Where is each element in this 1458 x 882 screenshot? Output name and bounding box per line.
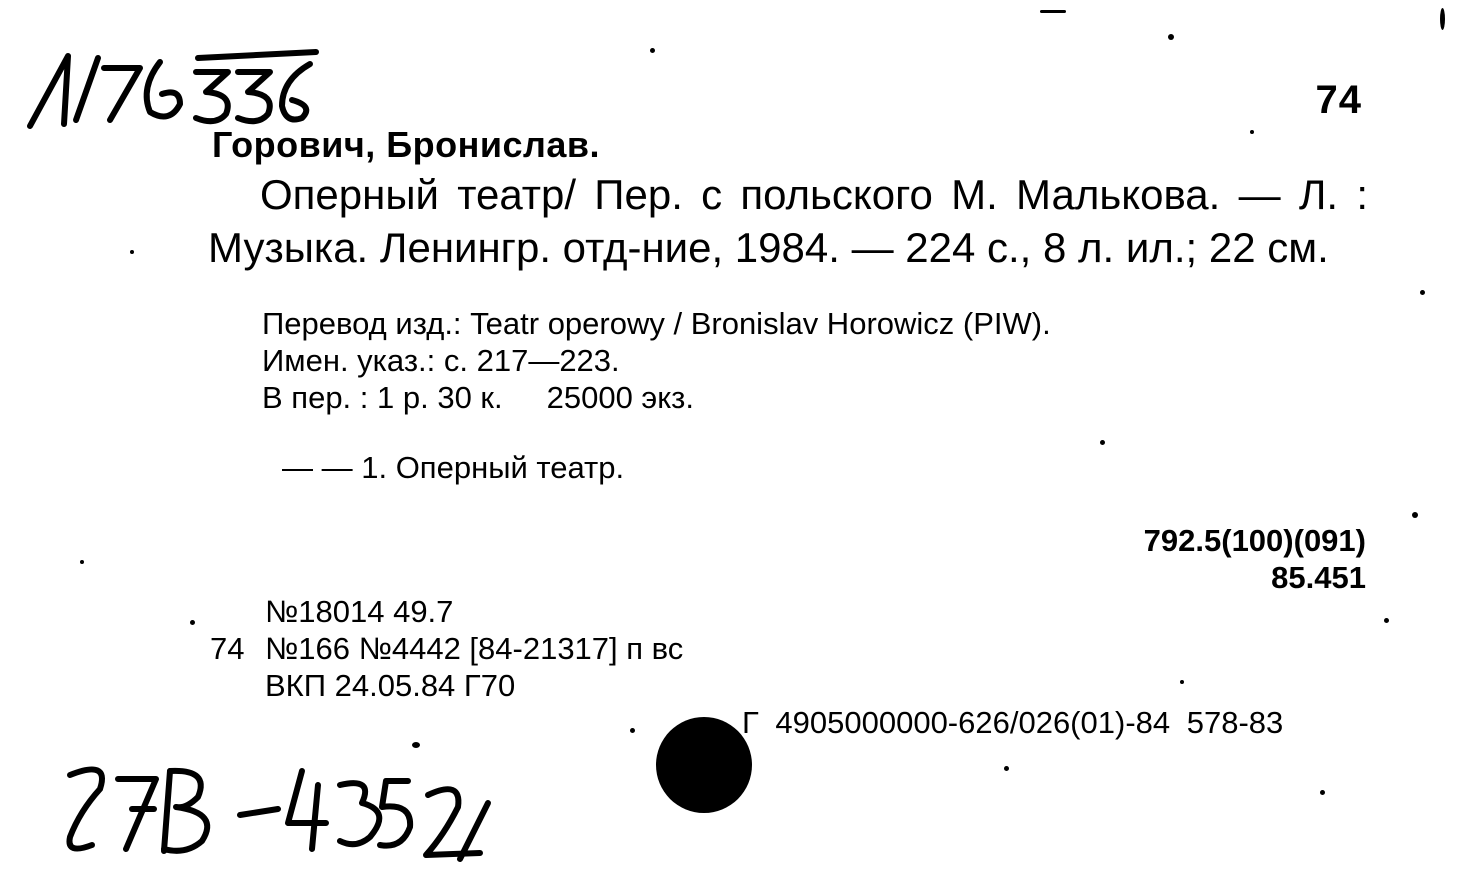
title-line: Оперный театр/ Пер. с польского М. Малькова. — (260, 171, 1281, 218)
price: В пер. : 1 р. 30 к. (262, 380, 503, 415)
code-line-1: №18014 49.7 (265, 594, 454, 629)
notes-block (262, 305, 1051, 416)
udc-code: 792.5(100)(091) (1143, 523, 1366, 558)
speck (1420, 290, 1425, 295)
speck (1004, 766, 1009, 771)
price-note (262, 379, 1051, 416)
speck (1100, 440, 1105, 445)
code-line-2: №166 №4442 [84-21317] п вс (265, 631, 684, 666)
code-line-2-lead: 74 (210, 631, 245, 666)
title-line: ил.; 22 см. (1125, 224, 1329, 271)
speck (1040, 10, 1066, 13)
speck (1384, 618, 1389, 623)
punch-hole (656, 717, 752, 813)
speck (130, 250, 134, 254)
registration-codes (210, 593, 683, 704)
card-corner-number: 74 (1315, 78, 1362, 122)
speck (1180, 680, 1184, 684)
speck (1168, 34, 1174, 40)
speck (190, 620, 195, 625)
handwritten-bottom-number (40, 745, 500, 865)
speck (1250, 130, 1254, 134)
translation-note: Перевод изд.: Teatr operowy / Bronislav Horowicz (PIW). (262, 306, 1051, 341)
title-description (208, 168, 1368, 274)
speck (630, 728, 635, 733)
bbk-code: 85.451 (1271, 560, 1366, 595)
speck (1440, 8, 1445, 30)
speck (80, 560, 84, 564)
author-heading: Горович, Бронислав. (212, 124, 601, 165)
index-note: Имен. указ.: с. 217—223. (262, 343, 620, 378)
classification-block (1144, 522, 1366, 596)
speck (1320, 790, 1325, 795)
speck (412, 742, 420, 748)
publisher-code: Г 4905000000-626/026(01)-84 578-83 (742, 705, 1284, 740)
speck (1412, 512, 1418, 518)
code-line-3: ВКП 24.05.84 Г70 (265, 668, 516, 703)
title-line: Л. : Музыка. Ленингр. отд-ние, 1984. — 224 с., 8 л. (208, 171, 1369, 271)
subject-heading: — — 1. Оперный театр. (282, 450, 625, 485)
handwritten-top-number (20, 28, 320, 138)
speck (650, 48, 655, 53)
copies: 25000 экз. (546, 380, 694, 415)
